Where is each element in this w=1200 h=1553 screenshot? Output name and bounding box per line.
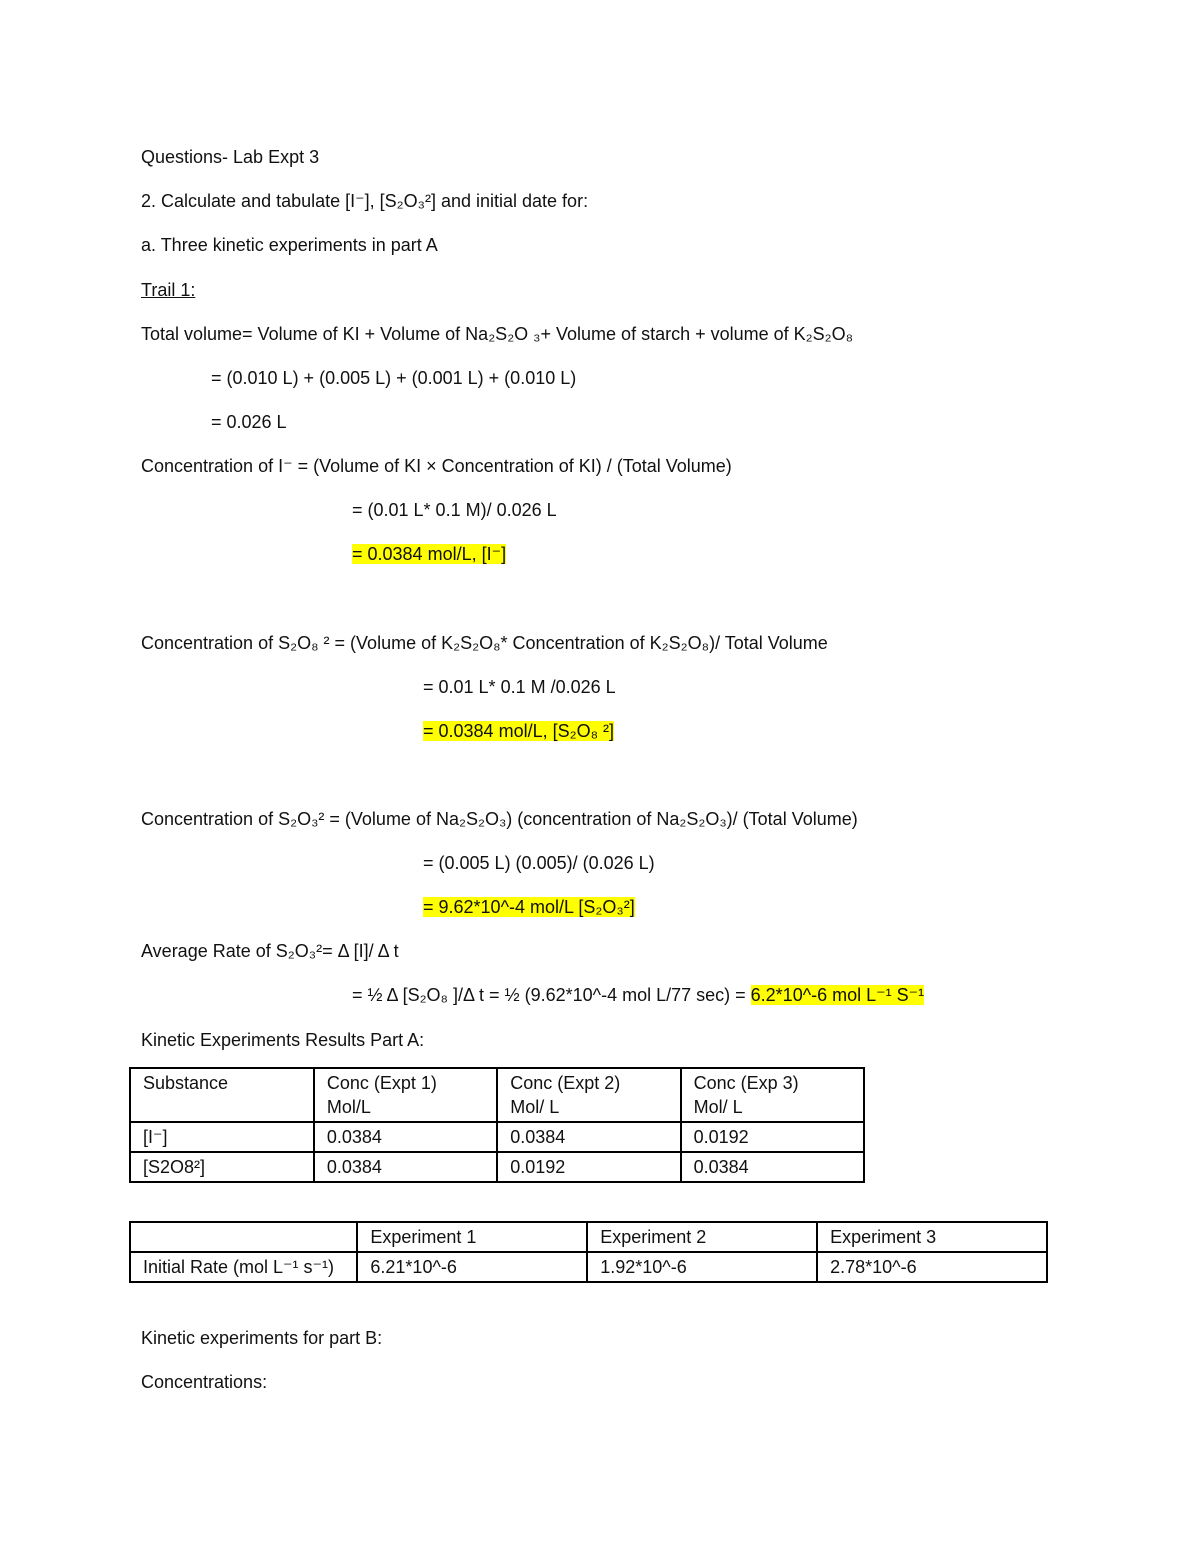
header-cell: Conc (Exp 3) Mol/ L	[681, 1068, 864, 1122]
thiosulfate-step: = (0.005 L) (0.005)/ (0.026 L)	[423, 853, 655, 873]
initial-rate-table	[129, 1221, 1048, 1283]
average-rate-result: 6.2*10^-6 mol L⁻¹ S⁻¹	[750, 985, 925, 1005]
persulfate-result	[423, 720, 614, 742]
table-cell: 6.21*10^-6	[357, 1252, 587, 1282]
header-cell: Conc (Expt 1) Mol/L	[314, 1068, 497, 1122]
table-cell: 2.78*10^-6	[817, 1252, 1047, 1282]
table-row	[130, 1122, 864, 1152]
table-cell: 0.0192	[681, 1122, 864, 1152]
persulfate-step: = 0.01 L* 0.1 M /0.026 L	[423, 677, 616, 697]
header-cell: Experiment 2	[587, 1222, 817, 1252]
table-cell: 0.0192	[497, 1152, 680, 1182]
table-header-row	[130, 1068, 864, 1122]
table-cell: 0.0384	[314, 1122, 497, 1152]
persulfate-result-highlight: = 0.0384 mol/L, [S₂O₈ ²]	[423, 721, 615, 741]
table-row	[130, 1152, 864, 1182]
table-row	[130, 1252, 1047, 1282]
thiosulfate-formula: Concentration of S₂O₃² = (Volume of Na₂S₂O₃) (concentration of Na₂S₂O₃)/ (Total Volume)	[141, 809, 858, 829]
iodide-step: = (0.01 L* 0.1 M)/ 0.026 L	[352, 500, 557, 520]
results-heading: Kinetic Experiments Results Part A:	[141, 1030, 425, 1050]
part-a-label: a. Three kinetic experiments in part A	[141, 235, 438, 255]
header-cell: Experiment 1	[357, 1222, 587, 1252]
thiosulfate-result	[423, 896, 635, 918]
header-cell	[130, 1222, 357, 1252]
table-cell: 1.92*10^-6	[587, 1252, 817, 1282]
table-header-row	[130, 1222, 1047, 1252]
table-cell: Initial Rate (mol L⁻¹ s⁻¹)	[130, 1252, 357, 1282]
question-text: 2. Calculate and tabulate [I⁻], [S₂O₃²] and initial date for:	[141, 191, 589, 211]
part-b-heading: Kinetic experiments for part B:	[141, 1328, 383, 1348]
iodide-result-highlight: = 0.0384 mol/L, [I⁻]	[352, 544, 507, 564]
concentrations-heading: Concentrations:	[141, 1372, 268, 1392]
total-volume-result: = 0.026 L	[211, 412, 287, 432]
total-volume-formula: Total volume= Volume of KI + Volume of Na₂S₂O ₃+ Volume of starch + volume of K₂S₂O₈	[141, 324, 854, 344]
total-volume-step: = (0.010 L) + (0.005 L) + (0.001 L) + (0.010 L)	[211, 368, 577, 388]
header-cell: Experiment 3	[817, 1222, 1047, 1252]
table-cell: 0.0384	[497, 1122, 680, 1152]
header-cell: Substance	[130, 1068, 314, 1122]
persulfate-formula: Concentration of S₂O₈ ² = (Volume of K₂S₂O₈* Concentration of K₂S₂O₈)/ Total Volume	[141, 633, 828, 653]
header-cell: Conc (Expt 2) Mol/ L	[497, 1068, 680, 1122]
table-cell: 0.0384	[314, 1152, 497, 1182]
iodide-formula: Concentration of I⁻ = (Volume of KI × Concentration of KI) / (Total Volume)	[141, 456, 732, 476]
table-cell: [S2O8²]	[130, 1152, 314, 1182]
iodide-result	[352, 543, 506, 565]
concentration-table	[129, 1067, 865, 1183]
average-rate-formula: Average Rate of S₂O₃²= Δ [I]/ Δ t	[141, 941, 399, 961]
table-cell: [I⁻]	[130, 1122, 314, 1152]
average-rate-expression: = ½ Δ [S₂O₈ ]/Δ t = ½ (9.62*10^-4 mol L/77 sec) =	[352, 985, 751, 1005]
table-cell: 0.0384	[681, 1152, 864, 1182]
thiosulfate-result-highlight: = 9.62*10^-4 mol/L [S₂O₃²]	[423, 897, 635, 917]
page-title: Questions- Lab Expt 3	[141, 147, 320, 167]
average-rate-step	[352, 984, 924, 1006]
trial-heading: Trail 1:	[141, 280, 196, 300]
